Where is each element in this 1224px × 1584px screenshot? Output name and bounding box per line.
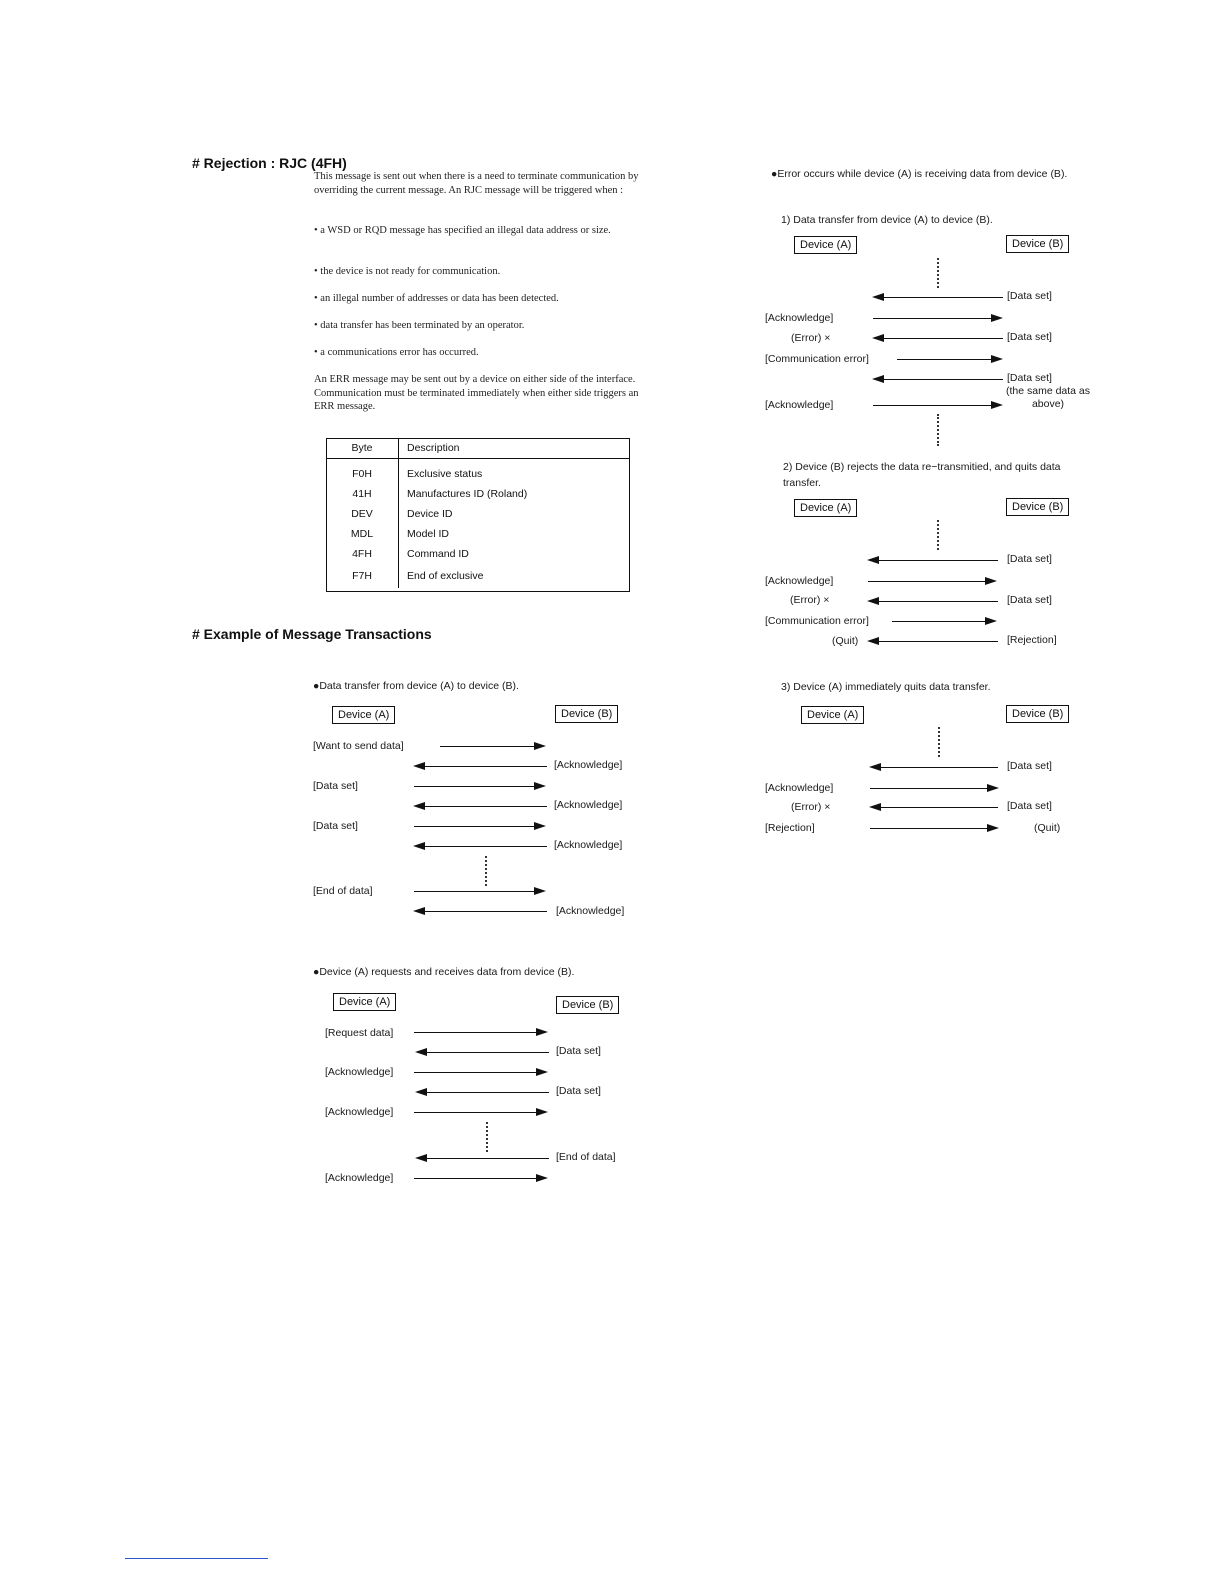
s1-device-a: Device (A) [794, 236, 857, 254]
rejection-heading: # Rejection : RJC (4FH) [192, 155, 347, 171]
d1-want-label: [Want to send data] [313, 740, 404, 752]
s1-device-b: Device (B) [1006, 235, 1069, 253]
s3-arrow-right [870, 828, 996, 829]
s3-arrow-right [870, 788, 996, 789]
d2-arrow-left [418, 1092, 549, 1093]
s2-data-set-label: [Data set] [1007, 594, 1052, 606]
table-cell-desc: End of exclusive [407, 569, 484, 582]
table-row [326, 564, 630, 588]
s1-arrow-left [875, 338, 1003, 339]
d2-arrow-right [414, 1112, 545, 1113]
d2-arrow-left [418, 1052, 549, 1053]
d2-ack-label: [Acknowledge] [325, 1172, 394, 1184]
diagram2-title: ●Device (A) requests and receives data from device (B). [313, 966, 575, 978]
s2-dots [937, 520, 939, 550]
s3-device-a: Device (A) [801, 706, 864, 724]
s2-ack-label: [Acknowledge] [765, 575, 834, 587]
d1-continuation-dots [485, 856, 487, 886]
bullet-4: • data transfer has been terminated by an operator. [314, 320, 525, 331]
s1-ack-label: [Acknowledge] [765, 312, 834, 324]
s3-arrow-left [872, 767, 998, 768]
d1-ack-label: [Acknowledge] [556, 905, 625, 917]
d2-end-label: [End of data] [556, 1151, 616, 1163]
rejection-intro: This message is sent out when there is a need to terminate communication by overriding the current message. An RJC message will be triggered when : [314, 171, 639, 196]
d2-arrow-right [414, 1072, 545, 1073]
table-cell-desc: Model ID [407, 527, 450, 540]
d1-arrow-left [416, 846, 547, 847]
s3-arrow-left [872, 807, 998, 808]
d1-data-set-label: [Data set] [313, 820, 358, 832]
table-cell-byte: DEV [326, 504, 399, 524]
d2-arrow-right [414, 1178, 545, 1179]
s1-arrow-right [873, 318, 1000, 319]
bullet-3: • an illegal number of addresses or data has been detected. [314, 293, 559, 304]
s2-arrow-right [868, 581, 994, 582]
d2-ack-label: [Acknowledge] [325, 1106, 394, 1118]
s1-data-set-label: [Data set] [1007, 372, 1052, 384]
s2-device-b: Device (B) [1006, 498, 1069, 516]
d2-request-label: [Request data] [325, 1027, 394, 1039]
table-row [326, 524, 630, 544]
s3-rejection-label: [Rejection] [765, 822, 815, 834]
table-cell-byte: F0H [326, 459, 399, 485]
s2-arrow-right [892, 621, 994, 622]
d1-arrow-left [416, 911, 547, 912]
d1-arrow-right [440, 746, 543, 747]
table-row [326, 504, 630, 524]
s2-rejection-label: [Rejection] [1007, 634, 1057, 646]
table-row [326, 484, 630, 504]
s1-arrow-right [873, 405, 1000, 406]
d2-continuation-dots [486, 1122, 488, 1152]
s2-comm-error-label: [Communication error] [765, 615, 869, 627]
d1-arrow-right [414, 826, 543, 827]
errors-title: ●Error occurs while device (A) is receiving data from device (B). [771, 168, 1068, 180]
table-row [326, 459, 630, 485]
d2-data-set-label: [Data set] [556, 1085, 601, 1097]
s3-title: 3) Device (A) immediately quits data transfer. [781, 681, 991, 693]
d1-arrow-right [414, 786, 543, 787]
d1-ack-label: [Acknowledge] [554, 799, 623, 811]
table-cell-desc: Exclusive status [407, 467, 483, 480]
diagram1-device-a: Device (A) [332, 706, 395, 724]
table-cell-byte: 41H [326, 484, 399, 504]
s1-ack-label: [Acknowledge] [765, 399, 834, 411]
s2-data-set-label: [Data set] [1007, 553, 1052, 565]
rjc-table [326, 438, 630, 588]
d1-data-set-label: [Data set] [313, 780, 358, 792]
s3-device-b: Device (B) [1006, 705, 1069, 723]
footer-rule [125, 1558, 268, 1559]
diagram1-title: ●Data transfer from device (A) to device (B). [313, 680, 519, 692]
s1-dots-bottom [937, 414, 939, 446]
s1-arrow-left [875, 297, 1003, 298]
s1-data-set-label: [Data set] [1007, 290, 1052, 302]
s3-data-set-label: [Data set] [1007, 760, 1052, 772]
s1-arrow-left [875, 379, 1003, 380]
d2-data-set-label: [Data set] [556, 1045, 601, 1057]
s1-dots-top [937, 258, 939, 288]
table-cell-byte: F7H [326, 564, 399, 588]
d1-arrow-right [414, 891, 543, 892]
s1-same-data-note: (the same data as above) [1005, 385, 1091, 410]
d1-ack-label: [Acknowledge] [554, 759, 623, 771]
diagram2-device-a: Device (A) [333, 993, 396, 1011]
s1-data-set-label: [Data set] [1007, 331, 1052, 343]
bullet-2: • the device is not ready for communication. [314, 266, 501, 277]
s2-arrow-left [870, 641, 998, 642]
d1-end-label: [End of data] [313, 885, 373, 897]
examples-heading: # Example of Message Transactions [192, 626, 432, 642]
s3-dots [938, 727, 940, 757]
s3-ack-label: [Acknowledge] [765, 782, 834, 794]
s1-title: 1) Data transfer from device (A) to device (B). [781, 214, 993, 226]
bullet-1: • a WSD or RQD message has specified an illegal data address or size. [314, 225, 611, 236]
s3-data-set-label: [Data set] [1007, 800, 1052, 812]
s2-title: 2) Device (B) rejects the data re−transmitied, and quits data transfer. [783, 461, 1061, 489]
s2-error-label: (Error) × [790, 594, 830, 606]
s1-comm-error-label: [Communication error] [765, 353, 869, 365]
s3-error-label: (Error) × [791, 801, 831, 813]
table-cell-byte: 4FH [326, 544, 399, 564]
err-note: An ERR message may be sent out by a device on either side of the interface. Communication must be terminated immediately when either side triggers an ERR message. [314, 374, 639, 412]
s3-quit-label: (Quit) [1034, 822, 1061, 834]
table-cell-desc: Manufactures ID (Roland) [407, 487, 528, 500]
diagram2-device-b: Device (B) [556, 996, 619, 1014]
table-header-row [326, 438, 630, 459]
s2-arrow-left [870, 601, 998, 602]
s2-quit-label: (Quit) [832, 635, 859, 647]
d1-ack-label: [Acknowledge] [554, 839, 623, 851]
s1-error-label: (Error) × [791, 332, 831, 344]
d1-arrow-left [416, 806, 547, 807]
diagram1-device-b: Device (B) [555, 705, 618, 723]
s2-device-a: Device (A) [794, 499, 857, 517]
table-cell-byte: MDL [326, 524, 399, 544]
d1-arrow-left [416, 766, 547, 767]
table-cell-desc: Command ID [407, 547, 469, 560]
s1-arrow-right [897, 359, 1000, 360]
bullet-5: • a communications error has occurred. [314, 347, 479, 358]
s2-arrow-left [870, 560, 998, 561]
d2-ack-label: [Acknowledge] [325, 1066, 394, 1078]
table-row [326, 544, 630, 564]
table-header-description: Description [399, 438, 631, 459]
d2-arrow-right [414, 1032, 545, 1033]
d2-arrow-left [418, 1158, 549, 1159]
table-cell-desc: Device ID [407, 507, 453, 520]
table-header-byte: Byte [326, 438, 399, 459]
